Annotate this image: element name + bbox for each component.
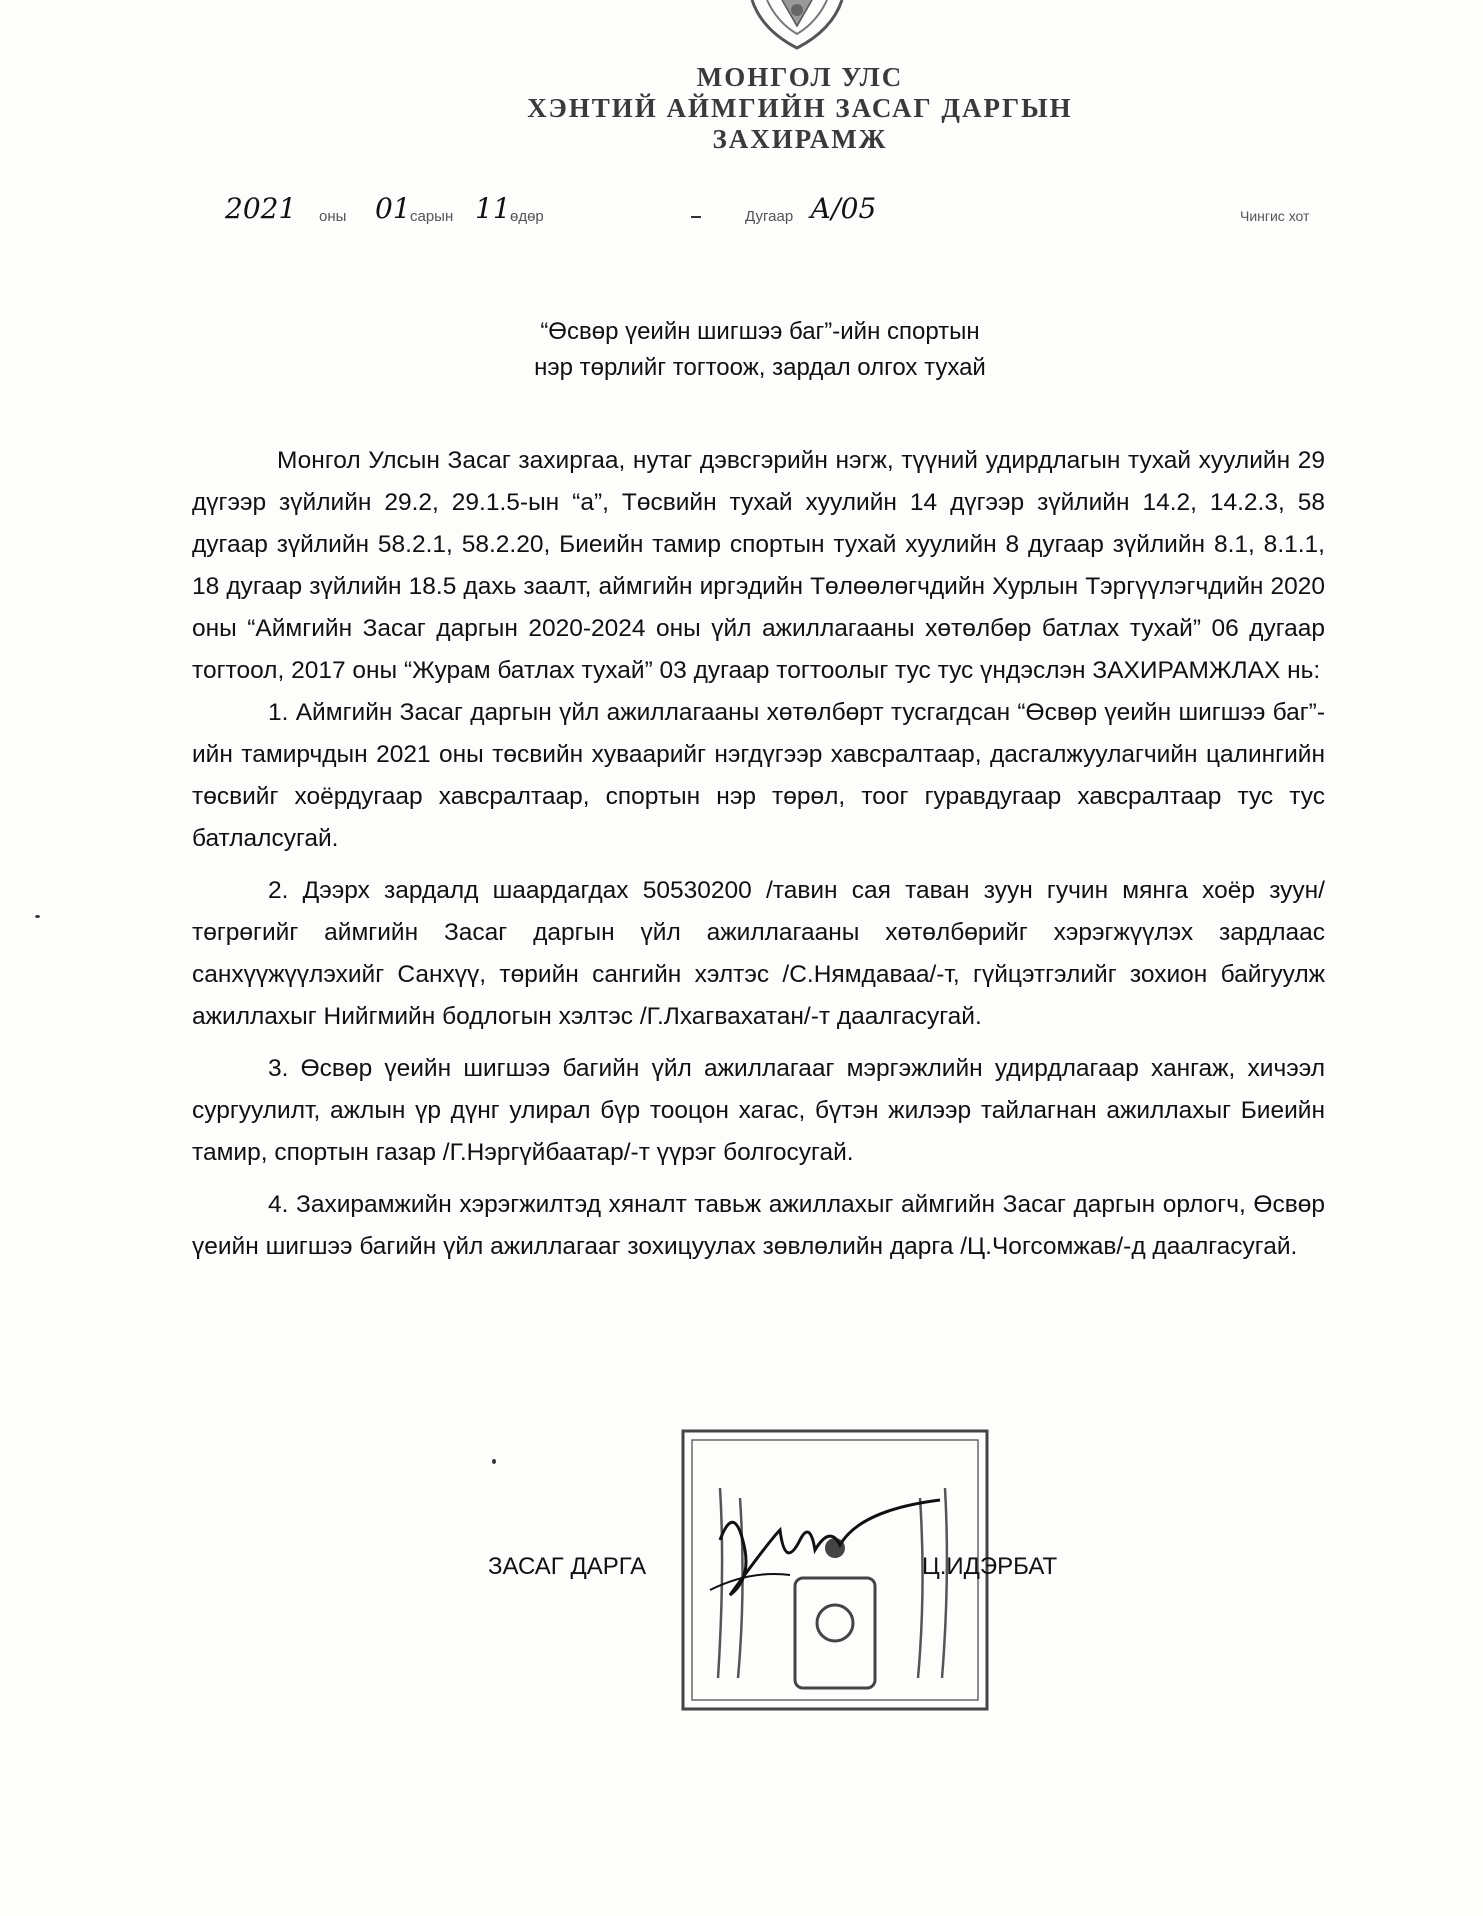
document-header [470, 62, 1130, 155]
date-year: 2021 [225, 192, 297, 225]
header-doc-type: ЗАХИРАМЖ [712, 124, 888, 154]
document-title [300, 314, 1220, 386]
document-body [192, 440, 1325, 1278]
decision-item-4: 4. Захирамжийн хэрэгжилтэд хяналт тавьж ажиллахыг аймгийн Засаг даргын орлогч, Өсвөр үеийн шигшээ багийн үйл ажиллагааг зохицуулах зөвлөлийн дарга /Ц.Чогсомжав/-д даалгасугай. [192, 1191, 1325, 1260]
scan-speck [492, 1459, 496, 1464]
preamble: Монгол Улсын Засаг захиргаа, нутаг дэвсгэрийн нэгж, түүний удирдлагын тухай хуулийн 29 дүгээр зүйлийн 29.2, 29.1.5-ын “а”, Төсвийн тухай хуулийн 14 дүгээр зүйлийн 14.2, 14.2.3, 58 дугаар зүйлийн 58.2.1, 58.2.20, Биеийн тамир спортын тухай хуулийн 8 дугаар зүйлийн 8.1, 8.1.1, 18 дугаар зүйлийн 18.5 дахь заалт, аймгийн иргэдийн Төлөөлөгчдийн Хурлын Тэргүүлэгчдийн 2020 оны “Аймгийн Засаг даргын 2020-2024 оны үйл ажиллагааны хөтөлбөр батлах тухай” 06 дугаар тогтоол, 2017 оны “Журам батлах тухай” 03 дугаар тогтоолыг тус тус үндэслэн ЗАХИРАМЖЛАХ нь: [192, 447, 1325, 684]
state-emblem-icon [742, 0, 852, 52]
doc-number-label: Дугаар [745, 208, 794, 225]
date-day-label: өдөр [510, 208, 544, 225]
decision-item-1: 1. Аймгийн Засаг даргын үйл ажиллагааны хөтөлбөрт тусгагдсан “Өсвөр үеийн шигшээ баг”-ийн тамирчдын 2021 оны төсвийн хуваарийг нэгдүгээр хавсралтаар, дасгалжуулагчийн цалингийн төсвийг хоёрдугаар хавсралтаар, спортын нэр төрөл, тоог гуравдугаар хавсралтаар тус тус батлалсугай. [192, 699, 1325, 852]
doc-place: Чингис хот [1240, 208, 1310, 224]
signatory-title: ЗАСАГ ДАРГА [488, 1553, 647, 1580]
scan-speck [35, 915, 40, 918]
doc-number: А/05 [810, 192, 877, 225]
date-year-label: оны [319, 208, 347, 225]
header-country: МОНГОЛ УЛС [696, 62, 904, 92]
handwritten-signature-icon [690, 1480, 950, 1610]
title-line-2: нэр төрлийг тогтоож, зардал олгох тухай [534, 354, 986, 381]
title-line-1: “Өсвөр үеийн шигшээ баг”-ийн спортын [540, 318, 980, 345]
date-month: 01 [375, 192, 411, 225]
dateline [225, 192, 1355, 240]
date-month-label: сарын [410, 208, 454, 225]
header-authority: ХЭНТИЙ АЙМГИЙН ЗАСАГ ДАРГЫН [527, 93, 1073, 123]
signatory-name: Ц.ИДЭРБАТ [922, 1553, 1058, 1580]
date-day: 11 [475, 192, 511, 225]
dash-mark [691, 216, 701, 218]
decision-item-3: 3. Өсвөр үеийн шигшээ багийн үйл ажиллагааг мэргэжлийн удирдлагаар хангаж, хичээл сургуулилт, ажлын үр дүнг улирал бүр тооцон хагас, бүтэн жилээр тайлагнан ажиллахыг Биеийн тамир, спортын газар /Г.Нэргүйбаатар/-т үүрэг болгосугай. [192, 1055, 1325, 1166]
decision-item-2: 2. Дээрх зардалд шаардагдах 50530200 /тавин сая таван зуун гучин мянга хоёр зуун/ төгрөгийг аймгийн Засаг даргын үйл ажиллагааны хөтөлбөрийг хэрэгжүүлэх зардлаас санхүүжүүлэхийг Санхүү, төрийн сангийн хэлтэс /С.Нямдаваа/-т, гүйцэтгэлийг зохион байгуулж ажиллахыг Нийгмийн бодлогын хэлтэс /Г.Лхагвахатан/-т даалгасугай. [192, 877, 1325, 1030]
